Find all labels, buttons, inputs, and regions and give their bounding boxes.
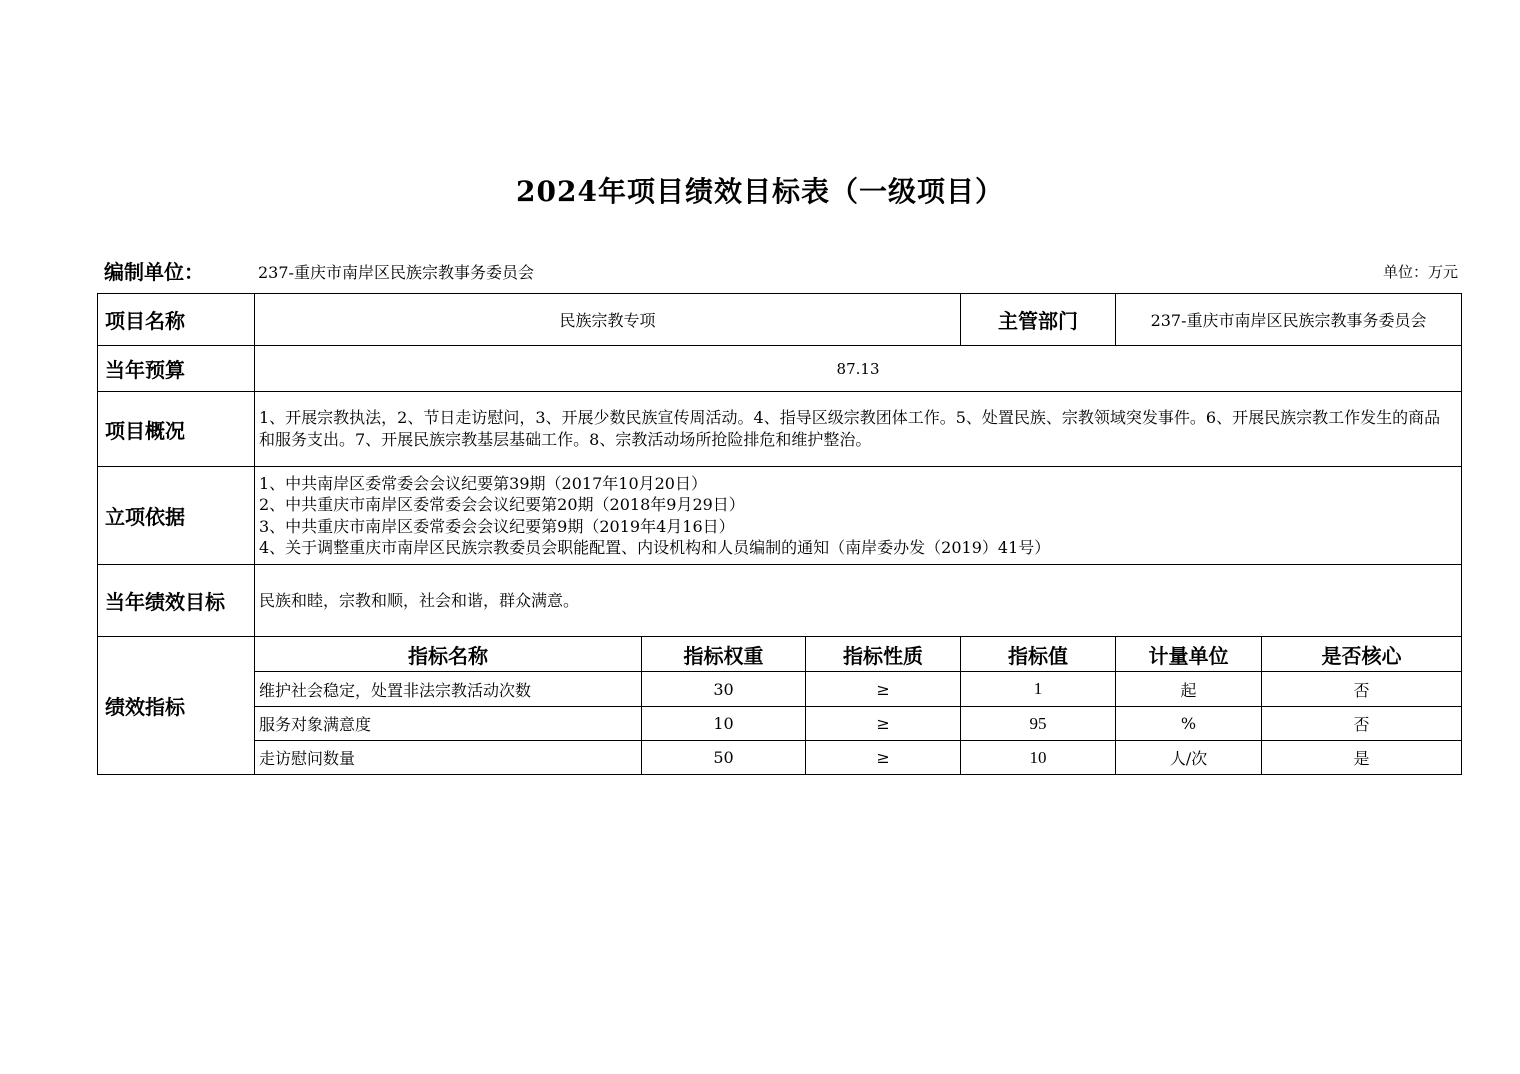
project-name-row — [98, 294, 1462, 346]
header-nature: 指标性质 — [806, 637, 961, 672]
basis-item: 2、中共重庆市南岸区委常委会会议纪要第20期（2018年9月29日） — [259, 495, 745, 514]
basis-item: 1、中共南岸区委常委会会议纪要第39期（2017年10月20日） — [259, 473, 707, 493]
indicator-core: 否 — [1262, 707, 1462, 741]
indicator-header-row — [98, 637, 1462, 672]
indicator-name: 走访慰问数量 — [255, 741, 642, 775]
overview-label: 项目概况 — [98, 392, 255, 467]
indicator-nature: ≥ — [806, 741, 961, 775]
basis-item: 3、中共重庆市南岸区委常委会会议纪要第9期（2019年4月16日） — [259, 516, 735, 536]
basis-item: 4、关于调整重庆市南岸区民族宗教委员会职能配置、内设机构和人员编制的通知（南岸委办发（2019）41号） — [259, 538, 1051, 557]
indicators-label: 绩效指标 — [98, 637, 255, 775]
goal-label: 当年绩效目标 — [98, 565, 255, 637]
indicator-weight: 30 — [642, 672, 806, 707]
overview-row — [98, 392, 1462, 467]
indicator-unit: % — [1116, 707, 1262, 741]
budget-value: 87.13 — [255, 346, 1462, 392]
org-value: 237-重庆市南岸区民族宗教事务委员会 — [258, 263, 534, 282]
indicator-name: 维护社会稳定，处置非法宗教活动次数 — [255, 672, 642, 707]
budget-label: 当年预算 — [98, 346, 255, 392]
overview-value: 1、开展宗教执法，2、节日走访慰问，3、开展少数民族宣传周活动。4、指导区级宗教团体工作。5、处置民族、宗教领域突发事件。6、开展民族宗教工作发生的商品和服务支出。7、开展民族宗教基层基础工作。8、宗教活动场所抢险排危和维护整治。 — [255, 392, 1462, 467]
indicator-core: 否 — [1262, 672, 1462, 707]
header-indicator-name: 指标名称 — [255, 637, 642, 672]
table-row — [98, 741, 1462, 775]
dept-value: 237-重庆市南岸区民族宗教事务委员会 — [1116, 294, 1462, 346]
indicator-value: 1 — [961, 672, 1116, 707]
header-core: 是否核心 — [1262, 637, 1462, 672]
indicator-core: 是 — [1262, 741, 1462, 775]
goal-value: 民族和睦，宗教和顺，社会和谐，群众满意。 — [255, 565, 1462, 637]
indicator-unit: 人/次 — [1116, 741, 1262, 775]
indicator-name: 服务对象满意度 — [255, 707, 642, 741]
header-value: 指标值 — [961, 637, 1116, 672]
indicator-nature: ≥ — [806, 672, 961, 707]
unit-label: 单位：万元 — [1382, 263, 1458, 281]
indicator-unit: 起 — [1116, 672, 1262, 707]
header-unit: 计量单位 — [1116, 637, 1262, 672]
basis-list — [255, 467, 1462, 565]
dept-label: 主管部门 — [961, 294, 1116, 346]
project-name-value: 民族宗教专项 — [255, 294, 961, 346]
org-label: 编制单位： — [104, 260, 204, 284]
basis-label: 立项依据 — [98, 467, 255, 565]
indicator-weight: 10 — [642, 707, 806, 741]
page-title: 2024年项目绩效目标表（一级项目） — [516, 175, 1004, 208]
header-weight: 指标权重 — [642, 637, 806, 672]
table-row — [98, 672, 1462, 707]
indicator-value: 10 — [961, 741, 1116, 775]
indicator-weight: 50 — [642, 741, 806, 775]
budget-row — [98, 346, 1462, 392]
table-row — [98, 707, 1462, 741]
project-name-label: 项目名称 — [98, 294, 255, 346]
goal-row — [98, 565, 1462, 637]
performance-table — [97, 293, 1462, 775]
indicator-nature: ≥ — [806, 707, 961, 741]
basis-row — [98, 467, 1462, 565]
indicator-value: 95 — [961, 707, 1116, 741]
